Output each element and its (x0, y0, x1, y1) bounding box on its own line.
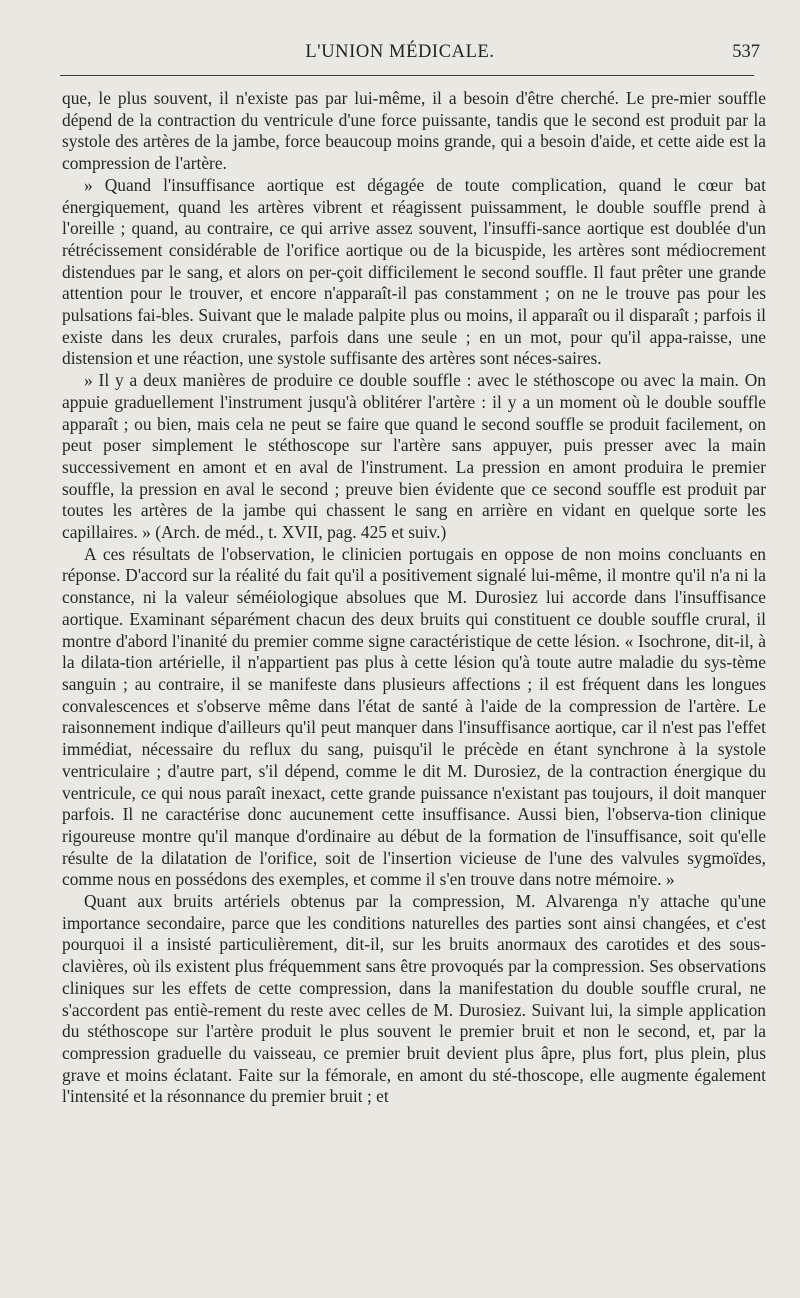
paragraph-4: A ces résultats de l'observation, le clinicien portugais en oppose de non moins concluants en réponse. D'accord sur la réalité du fait qu'il a positivement signalé lui-même, il montre qu'il n'a ni la constance, ni la valeur séméiologique absolues que M. Durosiez lui accorde dans l'insuffisance aortique. Examinant séparément chacun des deux bruits qui constituent ce double souffle crural, il montre d'abord l'inanité du premier comme signe caractéristique de cette lésion. « Isochrone, dit-il, à la dilata-tion artérielle, il n'appartient pas plus à cette lésion qu'à toute autre maladie du sys-tème sanguin ; au contraire, il se manifeste dans plusieurs affections ; il est fréquent dans les longues convalescences et s'observe même dans l'état de santé à l'aide de la compression de l'artère. Le raisonnement indique d'ailleurs qu'il peut manquer dans l'insuffisance aortique, car il n'est pas l'effet immédiat, nécessaire du reflux du sang, puisqu'il le précède en étant synchrone à la systole ventriculaire ; d'autre part, s'il dépend, comme le dit M. Durosiez, de la contraction énergique du ventricule, ce qui nous paraît inexact, cette grande puissance n'existant pas toujours, il doit manquer parfois. Il ne caractérise donc aucunement cette insuffisance. Aussi bien, l'observa-tion clinique rigoureuse montre qu'il manque d'ordinaire au début de la formation de l'insuffisance, soit qu'elle résulte de la dilatation de l'orifice, soit de l'insertion vicieuse de l'une des valvules sygmoïdes, comme nous en possédons des exemples, et comme il s'en trouve dans notre mémoire. » (62, 543, 766, 890)
body-text (62, 88, 766, 1108)
header-rule (60, 75, 754, 76)
paragraph-5: Quant aux bruits artériels obtenus par la compression, M. Alvarenga n'y attache qu'une importance secondaire, parce que les conditions naturelles des parties sont ainsi changées, et c'est pourquoi il a insisté particulièrement, dit-il, sur les bruits anormaux des carotides et des sous-clavières, où ils existent plus fréquemment sans être provoqués par la compression. Ses observations cliniques sur les effets de cette compression, dans la manifestation du double souffle crural, ne s'accordent pas entiè-rement du reste avec celles de M. Durosiez. Suivant lui, la simple application du stéthoscope sur l'artère produit le plus souvent le premier bruit et non le second, et, par la compression graduelle du vaisseau, ce premier bruit devient plus âpre, plus fort, plus plein, plus grave et moins éclatant. Faite sur la fémorale, en amont du sté-thoscope, elle augmente également l'intensité et la résonnance du premier bruit ; et (62, 891, 766, 1107)
page-number: 537 (732, 42, 760, 62)
journal-title: L'UNION MÉDICALE. (305, 42, 495, 62)
paragraph-1: que, le plus souvent, il n'existe pas par lui-même, il a besoin d'être cherché. Le pre-mier souffle dépend de la contraction du ventricule d'une force puissante, tandis que le second est produit par la systole des artères de la jambe, force beaucoup moins grande, qui a besoin d'aide, et cette aide est la compression de l'artère. (62, 88, 766, 174)
paragraph-2: » Quand l'insuffisance aortique est dégagée de toute complication, quand le cœur bat énergiquement, quand les artères vibrent et réagissent puissamment, le double souffle prend à l'oreille ; quand, au contraire, ce qui arrive assez souvent, l'insuffi-sance aortique est doublée d'un rétrécissement considérable de l'orifice aortique ou de la bicuspide, les artères sont médiocrement distendues par le sang, et alors on per-çoit difficilement le second souffle. Il faut prêter une grande attention pour le trouver, et encore n'apparaît-il pas constamment ; on ne le trouve pas pour les pulsations fai-bles. Suivant que le malade palpite plus ou moins, il apparaît ou il disparaît ; parfois il existe dans les deux crurales, parfois dans une seule ; en un mot, pour qu'il appa-raisse, une distension et une réaction, une systole suffisante des artères sont néces-saires. (62, 174, 766, 369)
running-head (0, 42, 800, 72)
paragraph-3: » Il y a deux manières de produire ce double souffle : avec le stéthoscope ou avec la main. On appuie graduellement l'instrument jusqu'à oblitérer l'artère : il y a un moment où le double souffle apparaît ; ou bien, mais cela ne peut se faire que quand le second souffle se produit facilement, on peut poser simplement le stéthoscope sur l'artère sans appuyer, puis presser avec la main successivement en amont et en aval de l'instrument. La pression en amont produira le premier souffle, la pression en aval le second ; preuve bien évidente que ce second souffle est produit par toutes les artères de la jambe qui chassent le sang en arrière en vidant en quelque sorte les capillaires. » (Arch. de méd., t. XVII, pag. 425 et suiv.) (62, 370, 766, 543)
